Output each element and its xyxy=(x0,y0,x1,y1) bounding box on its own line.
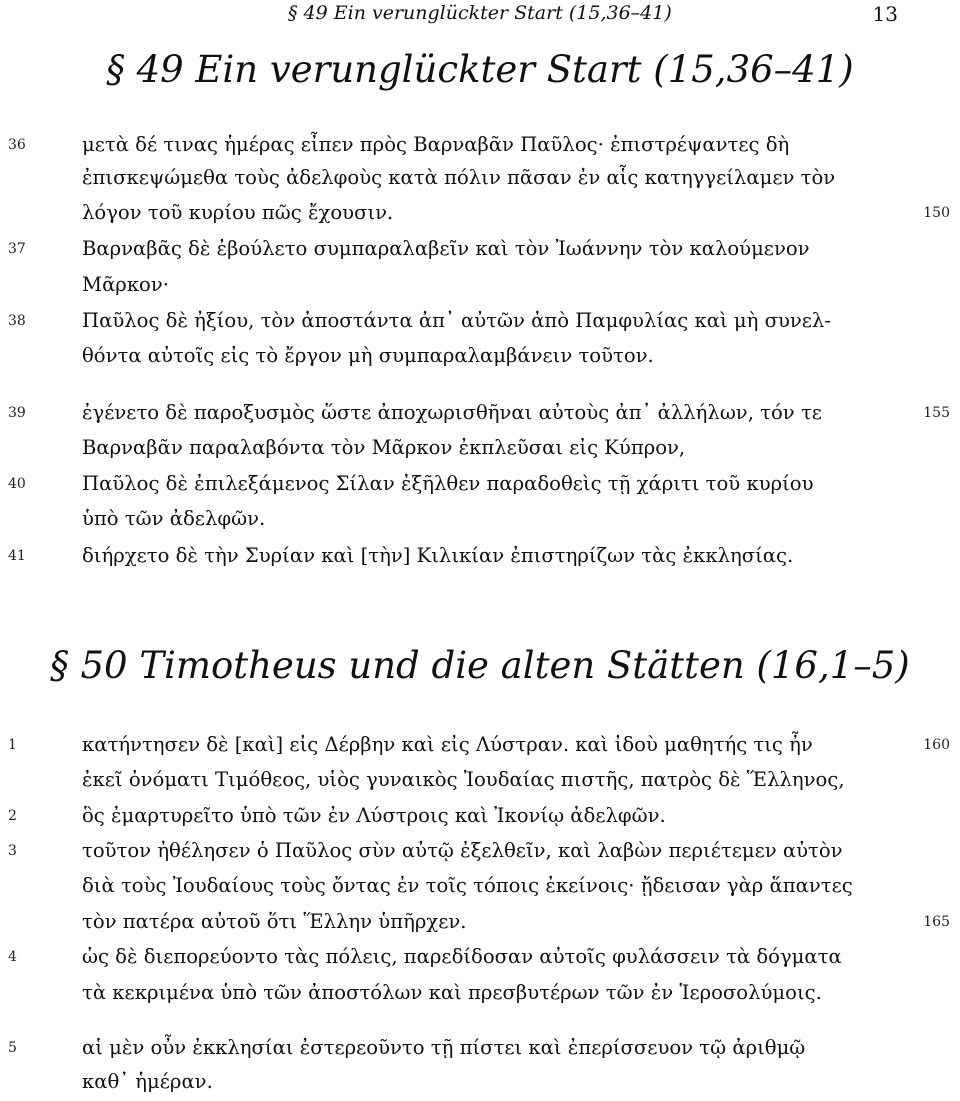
running-head xyxy=(0,2,960,32)
text-line: θόντα αὐτοῖς εἰς τὸ ἔργον μὴ συμπαραλαμβάνειν τοῦτον. xyxy=(82,344,654,367)
line-number: 155 xyxy=(923,405,950,421)
verse-number: 36 xyxy=(8,137,26,153)
text-line: μετὰ δέ τινας ἡμέρας εἶπεν πρὸς Βαρναβᾶν Παῦλος· ἐπιστρέψαντες δὴ xyxy=(82,133,790,156)
text-line: Βαρναβᾶν παραλαβόντα τὸν Μᾶρκον ἐκπλεῦσαι εἰς Κύπρον, xyxy=(82,436,686,459)
verse-number: 41 xyxy=(8,548,26,564)
line-number: 150 xyxy=(923,205,950,221)
text-line: κατήντησεν δὲ [καὶ] εἰς Δέρβην καὶ εἰς Λύστραν. καὶ ἰδοὺ μαθητής τις ἦν xyxy=(82,733,813,756)
text-line: αἱ μὲν οὖν ἐκκλησίαι ἐστερεοῦντο τῇ πίστει καὶ ἐπερίσσευον τῷ ἀριθμῷ xyxy=(82,1036,806,1059)
verse-number: 5 xyxy=(8,1040,17,1056)
line-number: 160 xyxy=(923,737,950,753)
verse-number: 39 xyxy=(8,405,26,421)
text-line: διὰ τοὺς Ἰουδαίους τοὺς ὄντας ἐν τοῖς τόποις ἐκείνοις· ᾔδεισαν γὰρ ἅπαντες xyxy=(82,874,853,897)
text-line: Μᾶρκον· xyxy=(82,273,169,296)
verse-number: 38 xyxy=(8,313,26,329)
verse-number: 2 xyxy=(8,808,17,824)
text-line: Παῦλος δὲ ἐπιλεξάμενος Σίλαν ἐξῆλθεν παραδοθεὶς τῇ χάριτι τοῦ κυρίου xyxy=(82,472,814,495)
section-heading: § 50 Timotheus und die alten Stätten (16,1–5) xyxy=(50,644,910,687)
text-line: Βαρναβᾶς δὲ ἐβούλετο συμπαραλαβεῖν καὶ τὸν Ἰωάννην τὸν καλούμενον xyxy=(82,237,810,260)
text-line: ἐκεῖ ὀνόματι Τιμόθεος, υἱὸς γυναικὸς Ἰουδαίας πιστῆς, πατρὸς δὲ Ἕλληνος, xyxy=(82,768,845,791)
text-line: Παῦλος δὲ ἠξίου, τὸν ἀποστάντα ἀπ᾿ αὐτῶν ἀπὸ Παμφυλίας καὶ μὴ συνελ- xyxy=(82,309,831,332)
text-line: ὃς ἐμαρτυρεῖτο ὑπὸ τῶν ἐν Λύστροις καὶ Ἰκονίῳ ἀδελφῶν. xyxy=(82,804,666,827)
page-number: 13 xyxy=(872,2,898,26)
verse-number: 4 xyxy=(8,949,17,965)
section-heading: § 49 Ein verunglückter Start (15,36–41) xyxy=(106,48,854,91)
text-line: ἐπισκεψώμεθα τοὺς ἀδελφοὺς κατὰ πόλιν πᾶσαν ἐν αἷς κατηγγείλαμεν τὸν xyxy=(82,166,836,189)
text-line: καθ᾿ ἡμέραν. xyxy=(82,1070,213,1093)
verse-number: 1 xyxy=(8,737,17,753)
text-line: τοῦτον ἠθέλησεν ὁ Παῦλος σὺν αὐτῷ ἐξελθεῖν, καὶ λαβὼν περιέτεμεν αὐτὸν xyxy=(82,839,843,862)
text-line: ὡς δὲ διεπορεύοντο τὰς πόλεις, παρεδίδοσαν αὐτοῖς φυλάσσειν τὰ δόγματα xyxy=(82,945,842,968)
verse-number: 37 xyxy=(8,241,26,257)
text-line: διήρχετο δὲ τὴν Συρίαν καὶ [τὴν] Κιλικίαν ἐπιστηρίζων τὰς ἐκκλησίας. xyxy=(82,544,794,567)
text-line: ἐγένετο δὲ παροξυσμὸς ὥστε ἀποχωρισθῆναι αὐτοὺς ἀπ᾿ ἀλλήλων, τόν τε xyxy=(82,401,822,424)
text-line: τὰ κεκριμένα ὑπὸ τῶν ἀποστόλων καὶ πρεσβυτέρων τῶν ἐν Ἱεροσολύμοις. xyxy=(82,981,822,1004)
running-head-title: § 49 Ein verunglückter Start (15,36–41) xyxy=(288,2,672,24)
line-number: 165 xyxy=(923,914,950,930)
verse-number: 3 xyxy=(8,843,17,859)
text-line: ὑπὸ τῶν ἀδελφῶν. xyxy=(82,507,266,530)
text-line: τὸν πατέρα αὐτοῦ ὅτι Ἕλλην ὑπῆρχεν. xyxy=(82,910,467,933)
text-line: λόγον τοῦ κυρίου πῶς ἔχουσιν. xyxy=(82,201,394,224)
verse-number: 40 xyxy=(8,476,26,492)
